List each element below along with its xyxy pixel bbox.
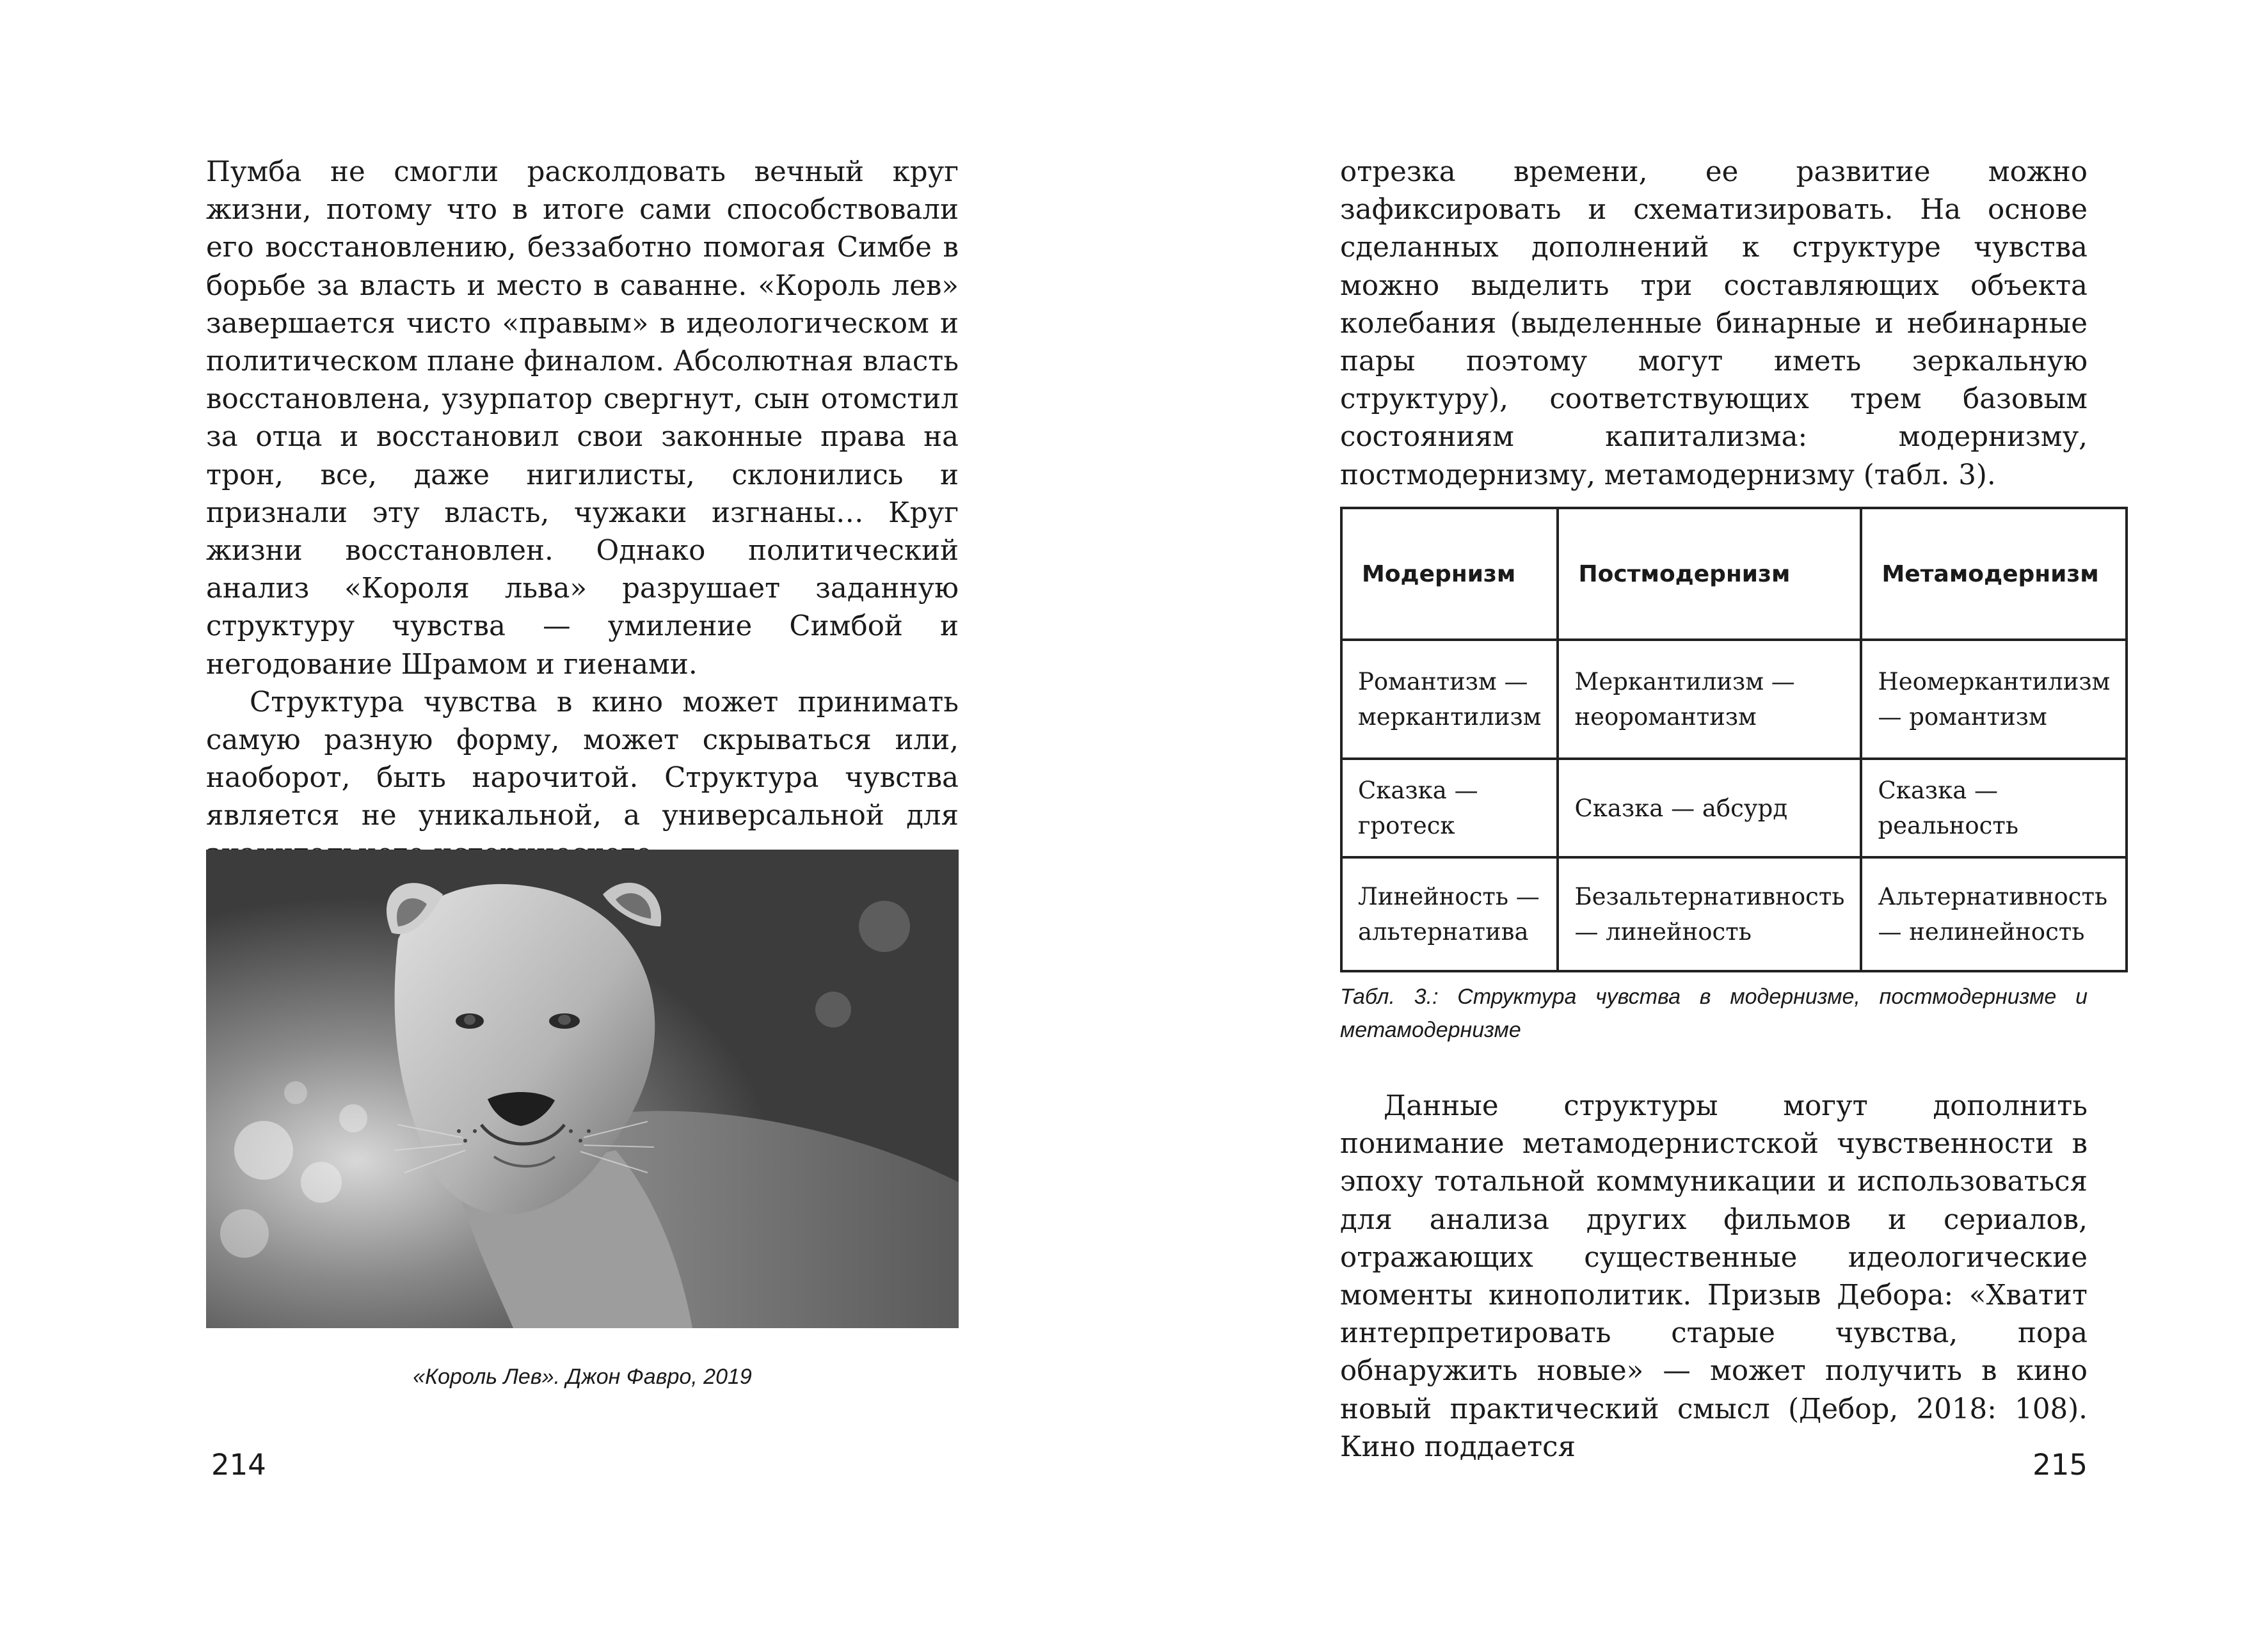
table-header-cell: Метамодернизм (1861, 508, 2127, 640)
table-header-cell: Модернизм (1341, 508, 1558, 640)
table-cell: Безальтернативность — линейность (1558, 857, 1861, 971)
page-number-left: 214 (211, 1448, 266, 1482)
table-cell: Неомеркантилизм — романтизм (1861, 640, 2127, 759)
table-cell: Романтизм — меркантилизм (1341, 640, 1558, 759)
table-header-row (1341, 508, 2127, 640)
table-cell: Сказка — абсурд (1558, 759, 1861, 857)
photo-caption: «Король Лев». Джон Фавро, 2019 (413, 1365, 752, 1389)
left-paragraph-1: Пумба не смогли расколдовать вечный круг жизни, потому что в итоге сами способствовали его восстановлению, беззаботно помогая Симбе в борьбе за власть и место в саванне. «Король лев» завершается чисто «правым» в идеологическом и политическом плане финалом. Абсолютная власть восстановлена, узурпатор свергнут, сын отомстил за отца и восстановил свои законные права на трон, все, даже нигилисты, склонились и признали эту власть, чужаки изгнаны… Круг жизни восстановлен. Однако политический анализ «Короля льва» разрушает заданную структуру чувства — умиление Симбой и негодование Шрамом и гиенами. (206, 156, 959, 681)
right-body-text-bottom (1340, 1088, 2088, 1466)
table-caption: Табл. 3.: Структура чувства в модернизме, постмодернизме и метамодернизме (1340, 985, 2088, 1042)
structure-table (1340, 507, 2128, 972)
left-paragraph-2: Структура чувства в кино может принимать самую разную форму, может скрываться или, наоборот, быть нарочитой. Структура чувства является не уникальной, а универсальной для (206, 686, 959, 832)
left-body-text (206, 154, 959, 873)
table-row (1341, 759, 2127, 857)
table-header-cell: Постмодернизм (1558, 508, 1861, 640)
right-paragraph-bottom: Данные структуры могут дополнить понимание метамодернистской чувственности в эпоху тотальной коммуникации и использоваться для анализа других фильмов и сериалов, отражающих существенные идеологические моменты кинополитик. Призыв Дебора: «Хватит интерпретировать старые чувства, пора обнаружить новые» — может получить в кино новый практический смысл (Дебор, 2018: 108). Кино поддается (1340, 1090, 2088, 1463)
table-row (1341, 857, 2127, 971)
right-paragraph-top: отрезка времени, ее развитие можно зафиксировать и схематизировать. На основе сделанных дополнений к структуре чувства можно выделить три составляющих объекта колебания (выделенные бинарные и небинарные пары поэтому могут иметь зеркальную структуру), соответствующих трем базовым состояниям капитализма: модернизму, постмодернизму, метамодернизму (табл. 3). (1340, 156, 2088, 491)
table-cell: Альтернативность — нелинейность (1861, 857, 2127, 971)
table-cell: Сказка — реальность (1861, 759, 2127, 857)
table-cell: Линейность — альтернатива (1341, 857, 1558, 971)
table-cell: Меркантилизм — неоромантизм (1558, 640, 1861, 759)
table-row (1341, 640, 2127, 759)
page-number-right: 215 (2032, 1448, 2088, 1482)
lioness-photo (206, 850, 959, 1328)
right-body-text-top (1340, 154, 2088, 495)
right-page (1134, 0, 2268, 1625)
table-cell: Сказка — гротеск (1341, 759, 1558, 857)
